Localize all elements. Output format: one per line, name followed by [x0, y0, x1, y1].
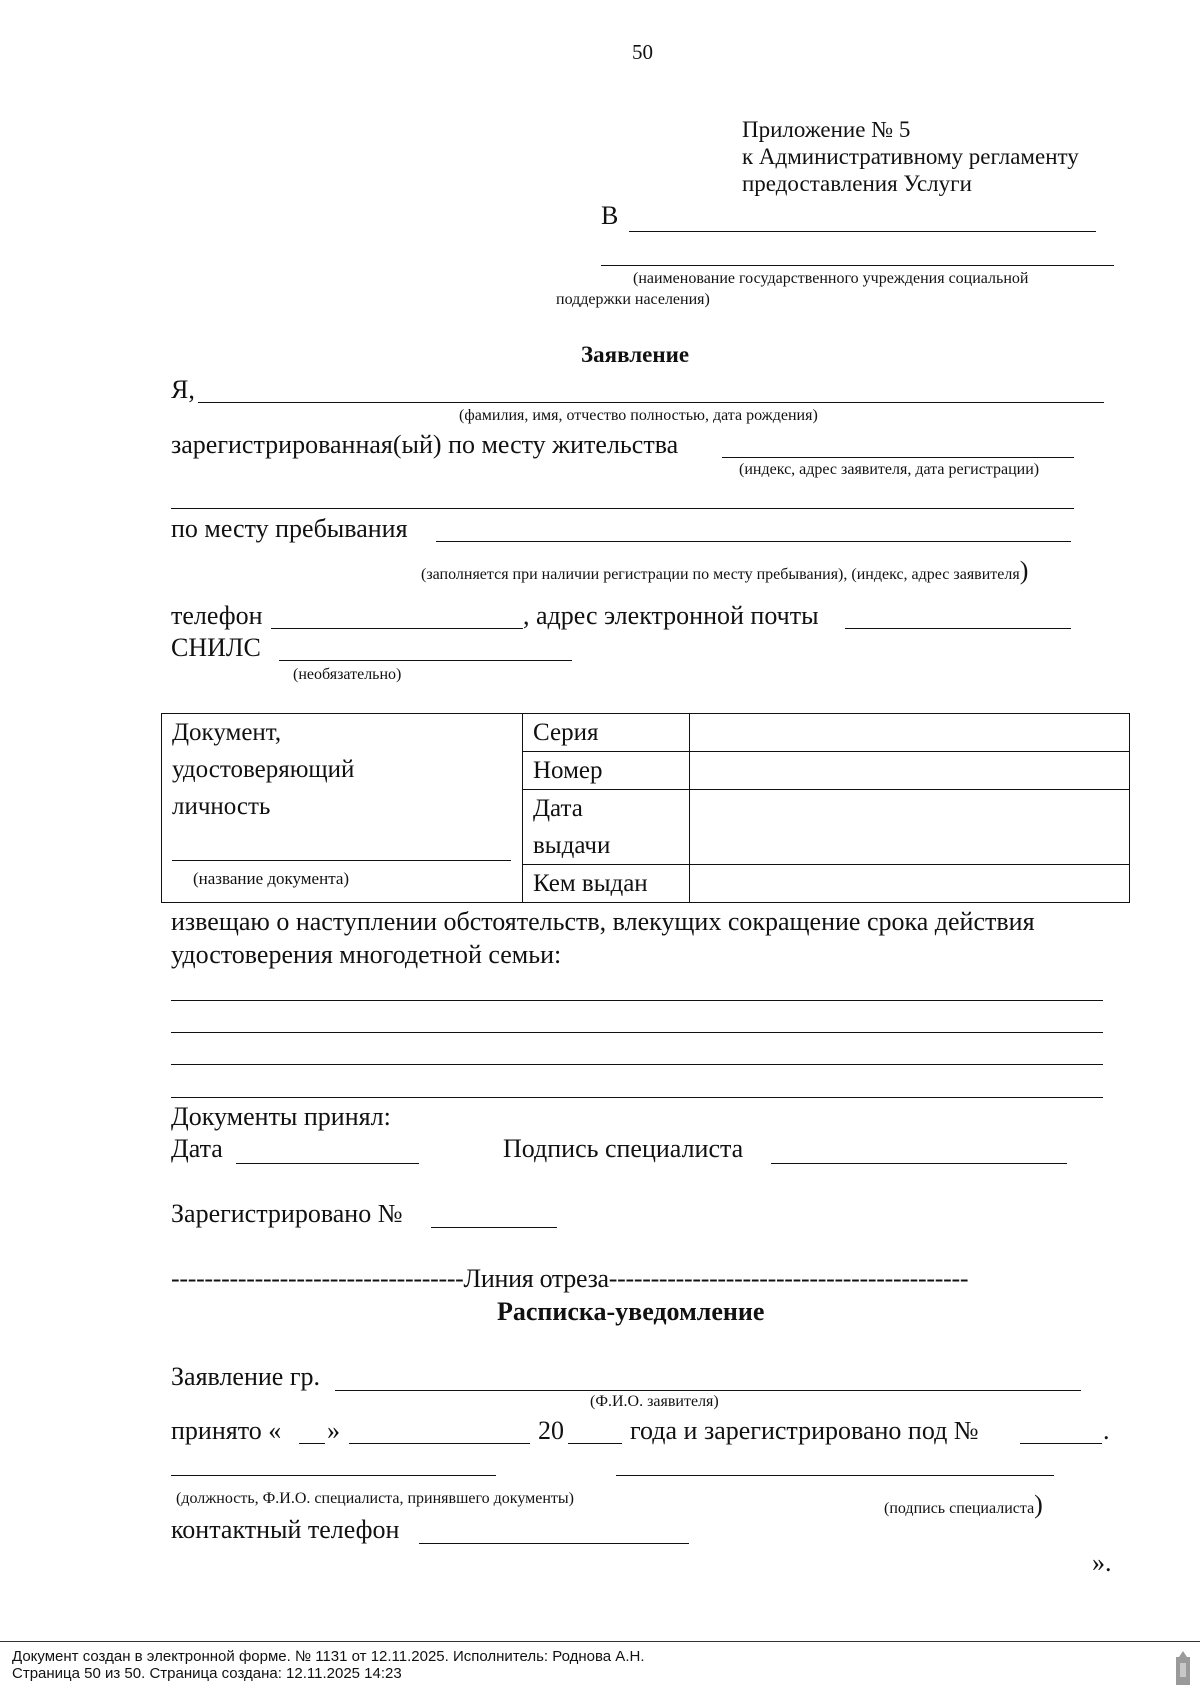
receipt-signature-line[interactable]: [616, 1475, 1054, 1476]
registered-number-line[interactable]: [431, 1227, 557, 1228]
stay-label: по месту пребывания: [171, 514, 408, 543]
receipt-signature-caption: (подпись специалиста): [884, 1490, 1043, 1519]
footer-line-1: Документ создан в электронной форме. № 1131 от 12.11.2025. Исполнитель: Роднова А.Н.: [12, 1648, 645, 1665]
receipt-accepted-suffix: года и зарегистрировано под №: [630, 1416, 979, 1445]
document-label-1: Документ,: [172, 719, 282, 746]
accepted-label: Документы принял:: [171, 1102, 391, 1131]
issue-date-value-cell[interactable]: [690, 790, 1130, 865]
notice-line-1: извещаю о наступлении обстоятельств, влекущих сокращение срока действия: [171, 907, 1035, 936]
notice-field-line-2[interactable]: [171, 1032, 1103, 1033]
contact-phone-label: контактный телефон: [171, 1515, 400, 1544]
appendix-header: [742, 116, 1079, 197]
issue-date-label-1: Дата: [533, 795, 583, 822]
specialist-signature-label: Подпись специалиста: [503, 1134, 744, 1163]
appendix-line-2: к Административному регламенту: [742, 144, 1079, 169]
snils-label: СНИЛС: [171, 633, 261, 662]
notice-line-2: удостоверения многодетной семьи:: [171, 940, 562, 969]
series-value-cell[interactable]: [690, 714, 1130, 752]
document-type-cell: [162, 714, 523, 903]
accepted-date-line[interactable]: [236, 1163, 419, 1164]
identity-document-table: [161, 713, 1130, 903]
phone-label: телефон: [171, 601, 263, 630]
applicant-name-caption: (фамилия, имя, отчество полностью, дата рождения): [459, 407, 818, 424]
phone-field-line[interactable]: [271, 628, 523, 629]
document-name-caption: (название документа): [193, 869, 350, 888]
receipt-specialist-caption: (должность, Ф.И.О. специалиста, принявшего документы): [176, 1490, 574, 1507]
addressee-prefix: В: [601, 201, 619, 230]
addressee-caption-2: поддержки населения): [556, 291, 710, 308]
cut-line: -----------------------------------Линия отреза-------------------------------------------: [171, 1264, 969, 1293]
applicant-prefix: Я,: [171, 375, 195, 404]
number-label: Номер: [523, 752, 690, 790]
receipt-day-line[interactable]: [299, 1443, 325, 1444]
document-label-3: личность: [172, 793, 271, 820]
stay-address-line[interactable]: [436, 541, 1071, 542]
issued-by-label: Кем выдан: [523, 865, 690, 903]
registered-label: зарегистрированная(ый) по месту жительства: [171, 430, 679, 459]
closing-quote: ».: [1092, 1548, 1112, 1577]
receipt-year-line[interactable]: [568, 1443, 622, 1444]
email-field-line[interactable]: [845, 628, 1071, 629]
addressee-field-line-2[interactable]: [601, 265, 1114, 266]
receipt-year-prefix: 20: [538, 1416, 564, 1445]
contact-phone-line[interactable]: [419, 1543, 689, 1544]
coat-of-arms-icon: [1173, 1649, 1193, 1687]
series-label: Серия: [523, 714, 690, 752]
receipt-statement-label: Заявление гр.: [171, 1362, 321, 1391]
applicant-name-line[interactable]: [198, 402, 1104, 403]
receipt-specialist-line[interactable]: [171, 1475, 496, 1476]
addressee-caption-1: (наименование государственного учреждения социальной: [633, 270, 1029, 287]
accepted-date-label: Дата: [171, 1134, 223, 1163]
receipt-quote-close: »: [327, 1416, 340, 1445]
document-label-2: удостоверяющий: [172, 756, 355, 783]
snils-field-line[interactable]: [279, 660, 572, 661]
registered-caption: (индекс, адрес заявителя, дата регистрации): [739, 461, 1040, 478]
page-number: 50: [632, 40, 653, 64]
issue-date-label: [523, 790, 690, 865]
issued-by-value-cell[interactable]: [690, 865, 1130, 903]
registered-number-label: Зарегистрировано №: [171, 1199, 403, 1228]
appendix-line-3: предоставления Услуги: [742, 171, 972, 196]
registered-address-line-2[interactable]: [171, 508, 1074, 509]
snils-caption: (необязательно): [293, 666, 402, 683]
specialist-signature-line[interactable]: [771, 1163, 1067, 1164]
addressee-field-line[interactable]: [629, 231, 1096, 232]
notice-field-line-3[interactable]: [171, 1064, 1103, 1065]
issue-date-label-2: выдачи: [533, 832, 611, 859]
receipt-fio-caption: (Ф.И.О. заявителя): [590, 1393, 719, 1410]
document-name-line[interactable]: [172, 860, 511, 861]
stay-caption: (заполняется при наличии регистрации по месту пребывания), (индекс, адрес заявителя): [421, 556, 1029, 585]
number-value-cell[interactable]: [690, 752, 1130, 790]
document-title: Заявление: [581, 342, 690, 367]
receipt-period: .: [1103, 1416, 1110, 1445]
receipt-number-line[interactable]: [1020, 1443, 1102, 1444]
registered-address-line[interactable]: [722, 457, 1074, 458]
receipt-applicant-line[interactable]: [335, 1390, 1081, 1391]
receipt-title: Расписка-уведомление: [497, 1297, 765, 1326]
footer-line-2: Страница 50 из 50. Страница создана: 12.11.2025 14:23: [12, 1665, 402, 1682]
email-label: , адрес электронной почты: [523, 601, 819, 630]
appendix-line-1: Приложение № 5: [742, 117, 911, 142]
receipt-month-line[interactable]: [349, 1443, 530, 1444]
notice-field-line-1[interactable]: [171, 1000, 1103, 1001]
footer-divider: [0, 1641, 1200, 1642]
notice-field-line-4[interactable]: [171, 1097, 1103, 1098]
receipt-accepted-prefix: принято «: [171, 1416, 282, 1445]
